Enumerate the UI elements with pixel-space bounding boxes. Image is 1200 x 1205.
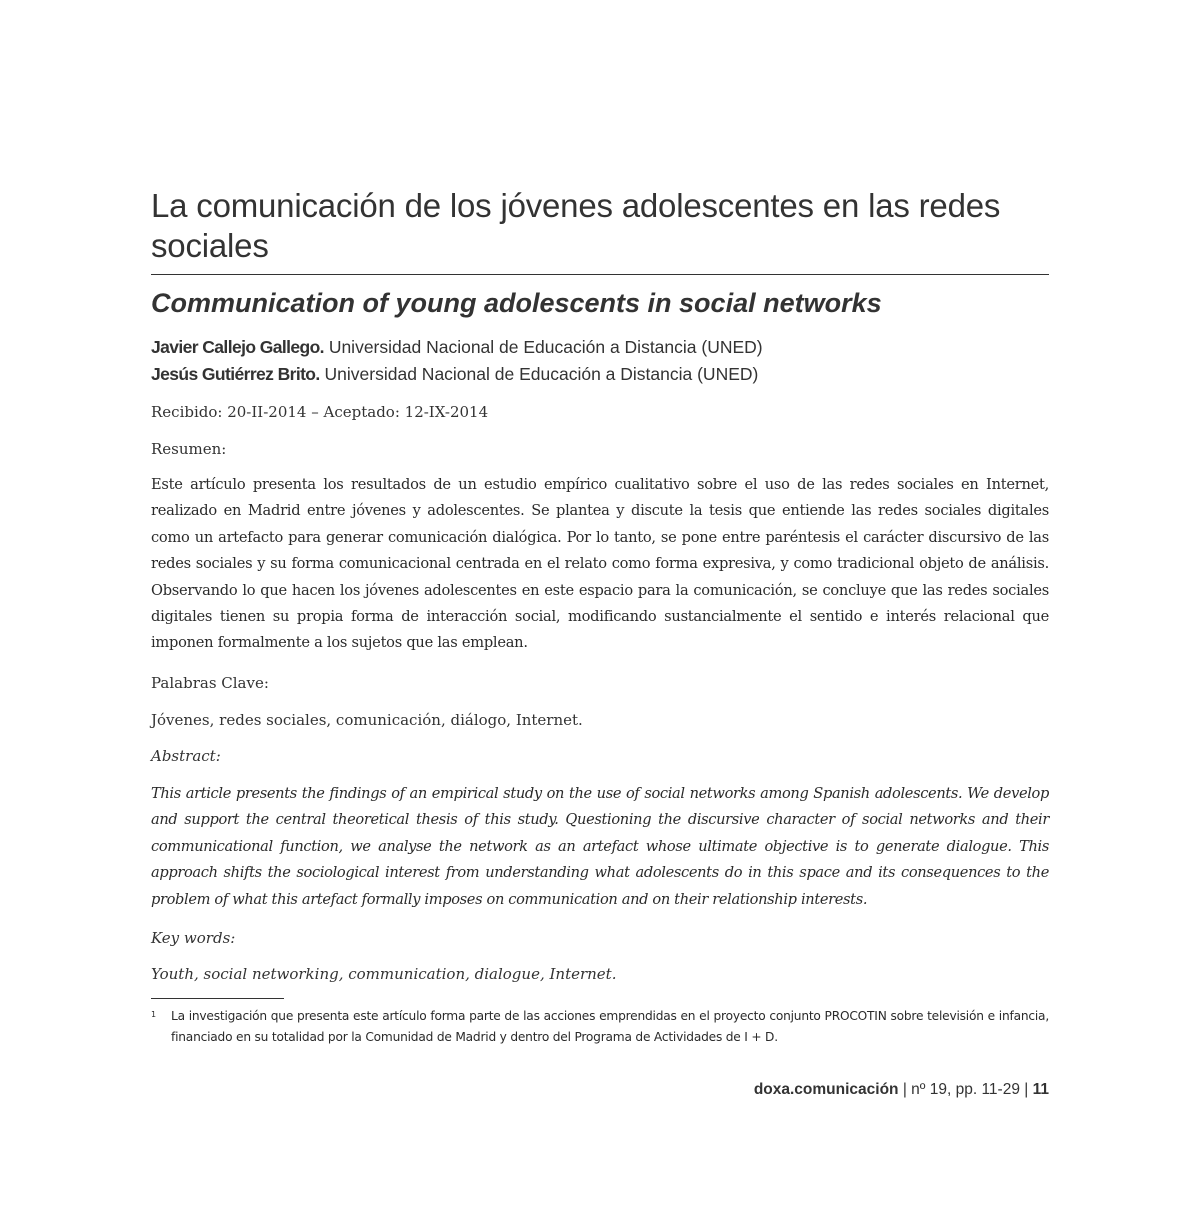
page-footer bbox=[754, 1080, 1049, 1100]
footnote-marker: 1 bbox=[151, 1010, 157, 1019]
author-line bbox=[151, 335, 763, 359]
author-affiliation: Universidad Nacional de Educación a Distancia (UNED) bbox=[323, 337, 763, 357]
article-title: La comunicación de los jóvenes adolescentes en las redes sociales bbox=[151, 187, 1001, 264]
author-name: Javier Callejo Gallego. bbox=[151, 337, 324, 357]
resumen-heading: Resumen: bbox=[151, 440, 227, 458]
resumen-paragraph: Este artículo presenta los resultados de un estudio empírico cualitativo sobre el uso de las redes sociales en Internet, realizado en Madrid entre jóvenes y adolescentes. Se plantea y discute la tesis que entiende las redes sociales digitales como un artefacto para generar comunicación dialógica. Por lo tanto, se pone entre paréntesis el carácter discursivo de las redes sociales y su forma comunicacional centrada en el relato como forma expresiva, y como tradicional objeto de análisis. Observando lo que hacen los jóvenes adolescentes en este espacio para la comunicación, se concluye que las redes sociales digitales tienen su propia forma de interacción social, modificando sustancialmente el sentido e interés relacional que imponen formalmente a los sujetos que las emplean. bbox=[151, 476, 1049, 652]
journal-name: doxa.comunicación bbox=[753, 1081, 899, 1098]
palabras-clave-text: Jóvenes, redes sociales, comunicación, diálogo, Internet. bbox=[151, 711, 583, 729]
received-dates: Recibido: 20-II-2014 – Aceptado: 12-IX-2014 bbox=[151, 403, 489, 421]
palabras-clave-heading: Palabras Clave: bbox=[151, 674, 269, 692]
keywords-heading: Key words: bbox=[151, 929, 236, 947]
article-subtitle: Communication of young adolescents in social networks bbox=[151, 288, 882, 318]
issue-info: nº 19, pp. 11-29 bbox=[911, 1081, 1020, 1098]
page-number: 11 bbox=[1032, 1081, 1049, 1098]
abstract-heading: Abstract: bbox=[151, 747, 221, 765]
author-line bbox=[151, 362, 758, 386]
footer-separator: | bbox=[1019, 1081, 1033, 1098]
title-divider bbox=[151, 274, 1049, 275]
author-affiliation: Universidad Nacional de Educación a Distancia (UNED) bbox=[319, 364, 759, 384]
footer-separator: | bbox=[898, 1081, 912, 1098]
abstract-paragraph: This article presents the findings of an empirical study on the use of social networks among Spanish adolescents. We develop and support the central theoretical thesis of this study. Questioning the discursive character of social networks and their communicational function, we analyse the network as an artefact whose ultimate objective is to generate dialogue. This approach shifts the sociological interest from understanding what adolescents do in this space and its consequences to the problem of what this artefact formally imposes on communication and on their relationship interests. bbox=[151, 785, 1049, 908]
author-name: Jesús Gutiérrez Brito. bbox=[151, 364, 320, 384]
keywords-text: Youth, social networking, communication, dialogue, Internet. bbox=[151, 965, 617, 983]
footnote-text: La investigación que presenta este artículo forma parte de las acciones emprendidas en el proyecto conjunto PROCOTIN sobre televisión e infancia, financiado en su totalidad por la Comunidad de Madrid y dentro del Programa de Actividades de I + D. bbox=[171, 1009, 1049, 1044]
footnote bbox=[151, 1006, 1049, 1048]
footnote-divider bbox=[151, 998, 284, 999]
